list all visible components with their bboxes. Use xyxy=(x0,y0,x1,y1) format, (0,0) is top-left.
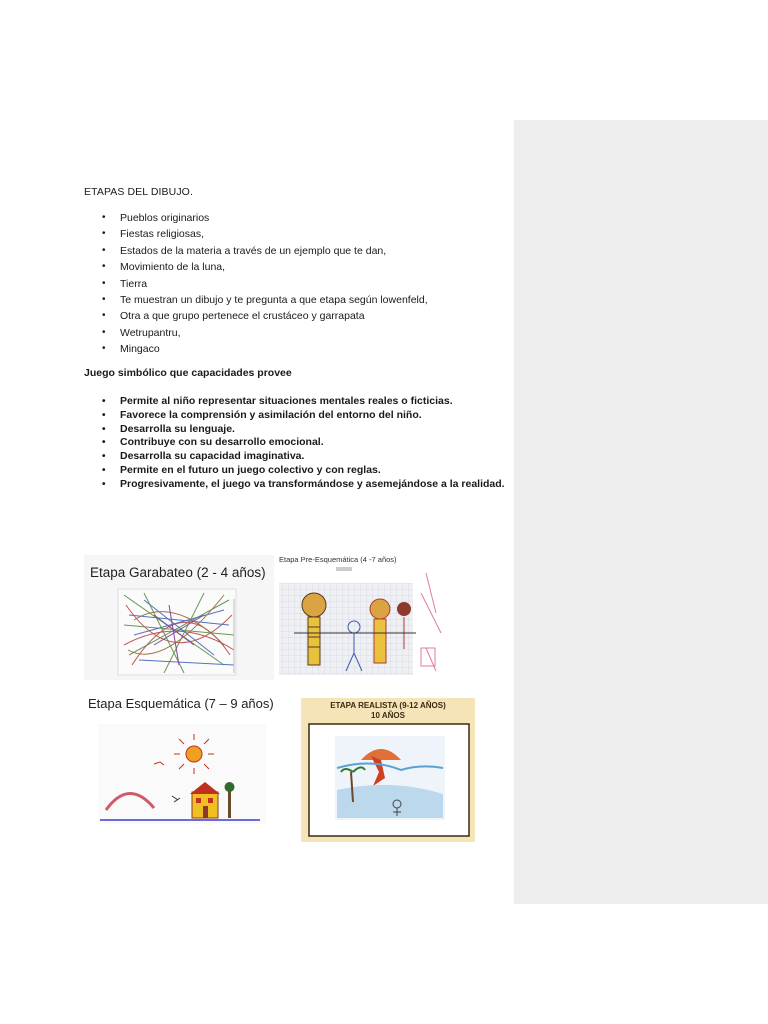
topic-item xyxy=(84,292,428,308)
topic-item xyxy=(84,210,428,226)
topics-list xyxy=(84,210,428,358)
bullet-icon: • xyxy=(102,212,106,223)
document-title: ETAPAS DEL DIBUJO. xyxy=(84,186,193,198)
capacity-item-text: Desarrolla su lenguaje. xyxy=(120,422,235,435)
topic-item xyxy=(84,341,428,357)
capacities-list xyxy=(84,395,505,492)
topic-item xyxy=(84,276,428,292)
realista-caption-line1: ETAPA REALISTA (9-12 AÑOS) xyxy=(330,701,446,710)
topic-item-text: Otra a que grupo pertenece el crustáceo y garrapata xyxy=(120,310,365,323)
realista-caption-line2: 10 AÑOS xyxy=(371,711,405,720)
topic-item-text: Fiestas religiosas, xyxy=(120,228,205,241)
pre-schematic-drawing xyxy=(276,553,446,680)
schematic-drawing xyxy=(84,690,274,825)
pre-esquematica-figure xyxy=(276,553,446,680)
capacity-item xyxy=(84,464,505,478)
topic-item xyxy=(84,308,428,324)
capacity-item-text: Desarrolla su capacidad imaginativa. xyxy=(120,450,305,463)
capacity-item xyxy=(84,450,505,464)
topic-item-text: Tierra xyxy=(120,277,148,290)
topic-item xyxy=(84,259,428,275)
bullet-icon: • xyxy=(102,464,106,476)
capacity-item-text: Contribuye con su desarrollo emocional. xyxy=(120,436,324,449)
realista-figure xyxy=(301,698,475,842)
bullet-icon: • xyxy=(102,396,106,407)
bullet-icon: • xyxy=(102,244,106,256)
bullet-icon: • xyxy=(102,437,106,449)
topic-item-text: Movimiento de la luna, xyxy=(120,261,226,274)
bullet-icon: • xyxy=(102,409,106,421)
capacity-item-text: Favorece la comprensión y asimilación del entorno del niño. xyxy=(120,408,422,421)
topic-item xyxy=(84,325,428,341)
capacity-item xyxy=(84,436,505,450)
esquematica-caption: Etapa Esquemática (7 – 9 años) xyxy=(88,696,274,711)
capacity-item xyxy=(84,478,505,492)
capacity-item xyxy=(84,409,505,423)
topic-item-text: Wetrupantru, xyxy=(120,326,181,339)
bullet-icon: • xyxy=(102,326,106,338)
garabateo-caption: Etapa Garabateo (2 - 4 años) xyxy=(90,565,266,580)
topic-item-text: Mingaco xyxy=(120,343,160,356)
topic-item-text: Te muestran un dibujo y te pregunta a que etapa según lowenfeld, xyxy=(120,293,428,306)
bullet-icon: • xyxy=(102,310,106,322)
bullet-icon: • xyxy=(102,277,106,289)
bullet-icon: • xyxy=(102,451,106,463)
realistic-drawing xyxy=(301,698,475,842)
topic-item xyxy=(84,243,428,259)
section-subtitle: Juego simbólico que capacidades provee xyxy=(84,367,292,379)
topic-item xyxy=(84,226,428,242)
bullet-icon: • xyxy=(102,343,106,355)
bullet-icon: • xyxy=(102,228,106,240)
capacity-item xyxy=(84,395,505,409)
topic-item-text: Estados de la materia a través de un ejemplo que te dan, xyxy=(120,244,387,257)
scribble-drawing xyxy=(84,555,274,680)
capacity-item-text: Permite en el futuro un juego colectivo y con reglas. xyxy=(120,463,381,476)
topic-item-text: Pueblos originarios xyxy=(120,212,210,224)
esquematica-figure xyxy=(84,690,274,825)
bullet-icon: • xyxy=(102,423,106,435)
capacity-item-text: Progresivamente, el juego va transformándose y asemejándose a la realidad. xyxy=(120,477,505,490)
capacity-item xyxy=(84,423,505,437)
comment-pane xyxy=(514,120,768,904)
bullet-icon: • xyxy=(102,293,106,305)
bullet-icon: • xyxy=(102,261,106,273)
garabateo-figure xyxy=(84,555,274,680)
capacity-item-text: Permite al niño representar situaciones mentales reales o ficticias. xyxy=(120,395,453,407)
pre-esquematica-caption: Etapa Pre-Esquemática (4 -7 años) xyxy=(279,555,397,564)
bullet-icon: • xyxy=(102,478,106,490)
